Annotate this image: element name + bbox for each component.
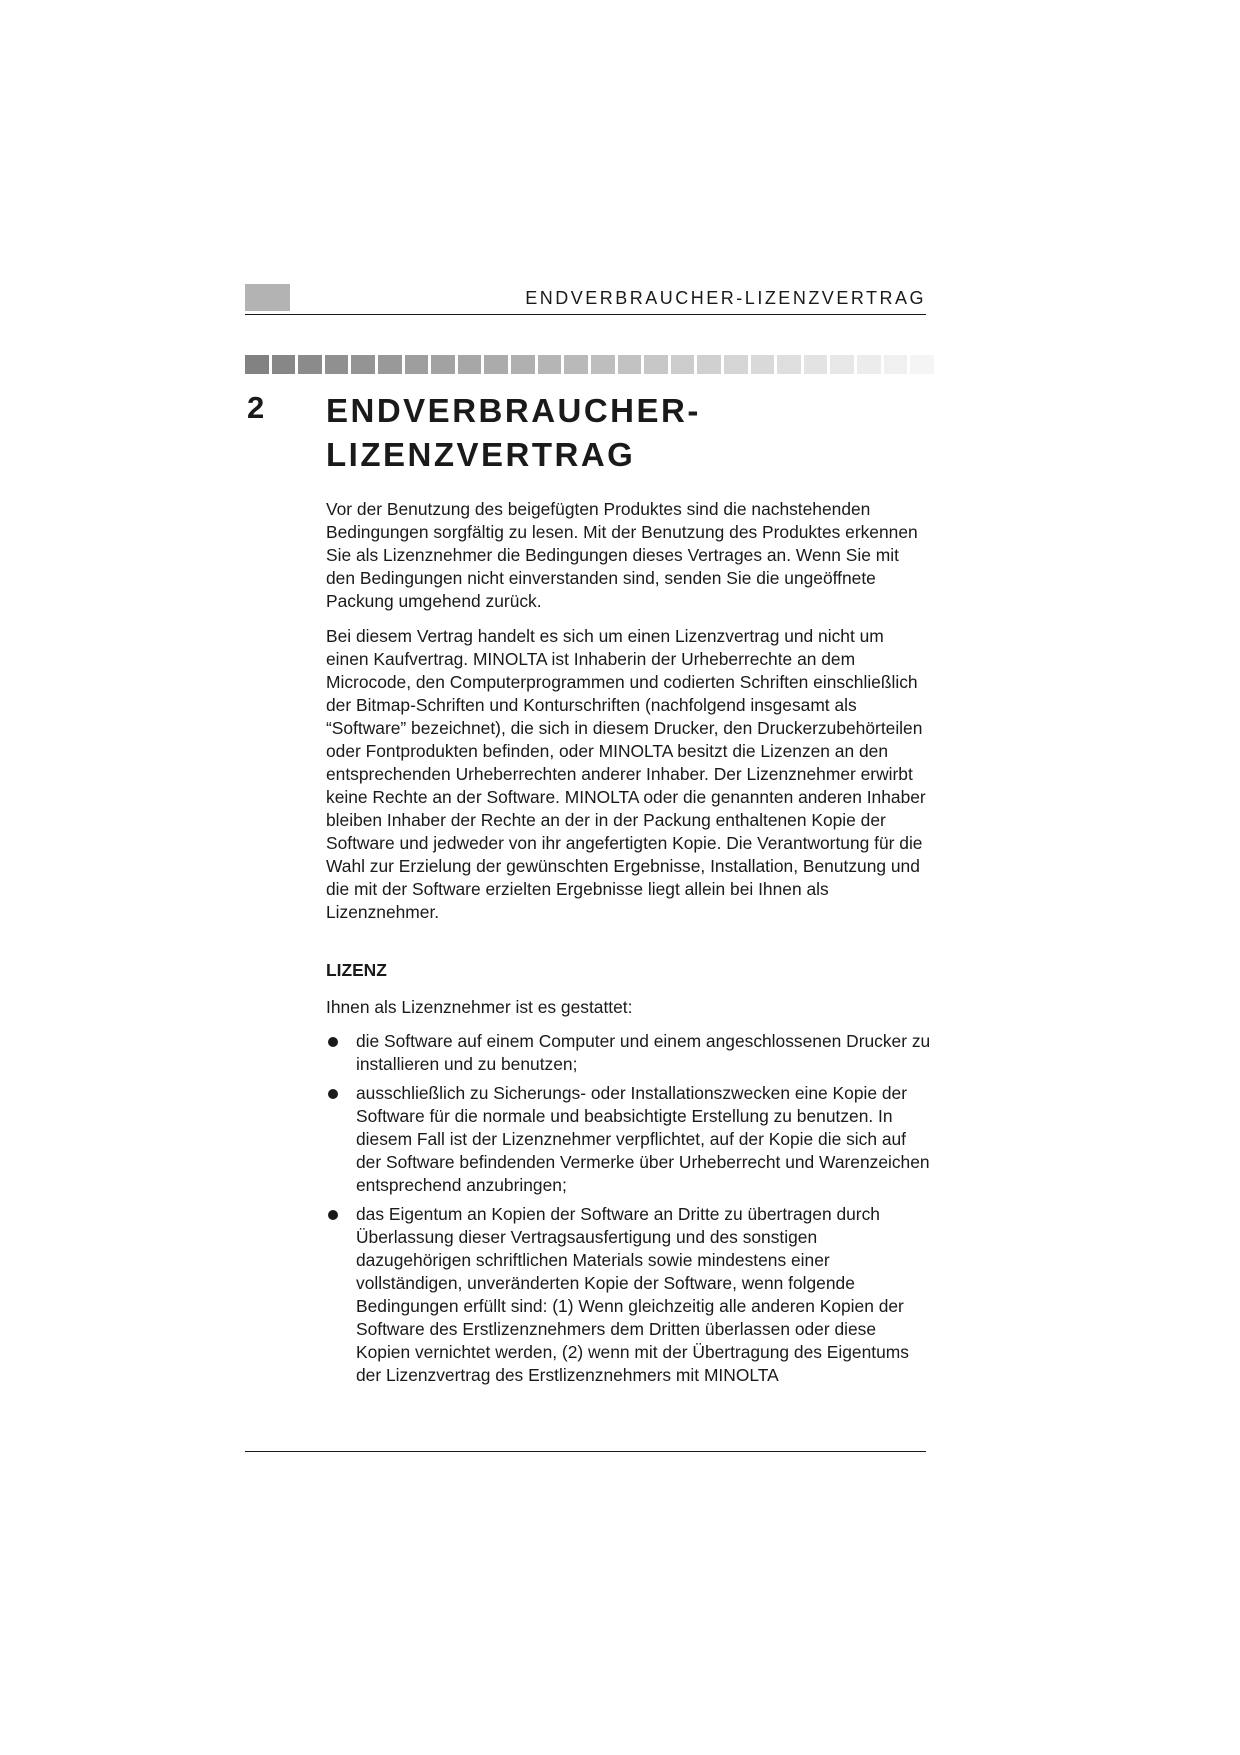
gradient-segment (484, 355, 508, 374)
gradient-segment (405, 355, 429, 374)
gradient-segment (671, 355, 695, 374)
gradient-segment (857, 355, 881, 374)
main-content (326, 498, 931, 1393)
chapter-title-line-1: ENDVERBRAUCHER- (326, 392, 701, 429)
header-gray-block (245, 284, 290, 311)
gradient-segment (804, 355, 828, 374)
gradient-segment (751, 355, 775, 374)
license-bullet-list (326, 1030, 931, 1387)
chapter-title (326, 389, 886, 477)
section-heading-lizenz: LIZENZ (326, 960, 387, 980)
gradient-segment (724, 355, 748, 374)
gradient-segment (618, 355, 642, 374)
gradient-segment (644, 355, 668, 374)
list-item (326, 1030, 931, 1076)
list-item-text: die Software auf einem Computer und einem angeschlossenen Drucker zu installieren und zu benutzen; (356, 1031, 931, 1074)
gradient-segment (830, 355, 854, 374)
gradient-segment (777, 355, 801, 374)
gradient-segment (351, 355, 375, 374)
bullet-icon (328, 1210, 338, 1220)
ownership-paragraph: Bei diesem Vertrag handelt es sich um einen Lizenzvertrag und nicht um einen Kaufvertrag. MINOLTA ist Inhaberin der Urheberrechte an dem Microcode, den Computerprogrammen und codierten Schriften einschließlich der Bitmap-Schriften und Konturschriften (nachfolgend insgesamt als “Software” bezeichnet), die sich in diesem Drucker, den Druckerzubehörteilen oder Fontprodukten befinden, oder MINOLTA besitzt die Lizenzen an den entsprechenden Urheberrechten anderer Inhaber. Der Lizenznehmer erwirbt keine Rechte an der Software. MINOLTA oder die genannten anderen Inhaber bleiben Inhaber der Rechte an der in der Packung enthaltenen Kopie der Software und jedweder von ihr angefertigten Kopie. Die Verantwortung für die Wahl zur Erzielung der gewünschten Ergebnisse, Installation, Benutzung und die mit der Software erzielten Ergebnisse liegt allein bei Ihnen als Lizenznehmer. (326, 626, 926, 922)
gradient-segment (272, 355, 296, 374)
gradient-segment (378, 355, 402, 374)
list-item (326, 1203, 931, 1387)
list-item-text: das Eigentum an Kopien der Software an Dritte zu übertragen durch Überlassung dieser Vertragsausfertigung und des sonstigen dazugehörigen schriftlichen Materials sowie mindestens einer vollständigen, unveränderten Kopie der Software, wenn folgende Bedingungen erfüllt sind: (1) Wenn gleichzeitig alle anderen Kopien der Software des Erstlizenznehmers dem Dritten überlassen oder diese Kopien vernichtet werden, (2) wenn mit der Übertragung des Eigentums der Lizenzvertrag des Erstlizenznehmers mit MINOLTA (356, 1204, 909, 1385)
gradient-segment (325, 355, 349, 374)
gradient-segment (564, 355, 588, 374)
bullet-icon (328, 1037, 338, 1047)
bullet-icon (328, 1089, 338, 1099)
gradient-segment (538, 355, 562, 374)
footer-rule (245, 1451, 926, 1452)
list-item (326, 1082, 931, 1197)
gradient-segment (884, 355, 908, 374)
chapter-title-line-2: LIZENZVERTRAG (326, 436, 636, 473)
gradient-segment (245, 355, 269, 374)
intro-paragraph: Vor der Benutzung des beigefügten Produktes sind die nachstehenden Bedingungen sorgfältig zu lesen. Mit der Benutzung des Produktes erkennen Sie als Lizenznehmer die Bedingungen dieses Vertrages an. Wenn Sie mit den Bedingungen nicht einverstanden sind, senden Sie die ungeöffnete Packung umgehend zurück. (326, 499, 918, 611)
gradient-segment (431, 355, 455, 374)
chapter-number: 2 (247, 390, 265, 425)
header-rule (245, 314, 926, 315)
running-header: ENDVERBRAUCHER-LIZENZVERTRAG (525, 288, 926, 308)
gradient-segment (298, 355, 322, 374)
license-intro: Ihnen als Lizenznehmer ist es gestattet: (326, 997, 633, 1017)
decorative-gradient-strip (245, 355, 934, 374)
list-item-text: ausschließlich zu Sicherungs- oder Installationszwecken eine Kopie der Software für die normale und beabsichtigte Erstellung zu benutzen. In diesem Fall ist der Lizenznehmer verpflichtet, auf der Kopie die sich auf der Software befindenden Vermerke über Urheberrecht und Warenzeichen entsprechend anzubringen; (356, 1083, 930, 1195)
gradient-segment (591, 355, 615, 374)
gradient-segment (697, 355, 721, 374)
gradient-segment (511, 355, 535, 374)
gradient-segment (910, 355, 934, 374)
gradient-segment (458, 355, 482, 374)
